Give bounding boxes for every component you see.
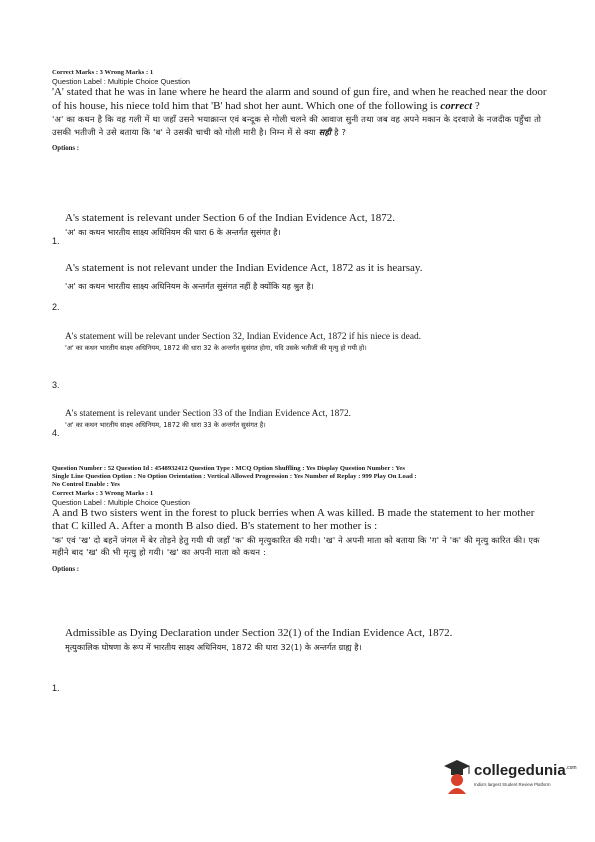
option-text-english: A's statement will be relevant under Section 32, Indian Evidence Act, 1872 if his niece is dead. (65, 332, 422, 342)
option-text-english: A's statement is relevant under Section 6 of the Indian Evidence Act, 1872. (65, 212, 396, 224)
option-text-hindi: 'अ' का कथन भारतीय साक्ष्य अधिनियम, 1872 की धारा 32 के अन्तर्गत सुसंगत होगा, यदि उसके भतीजी की मृत्यु हो गयी हो। (65, 344, 367, 352)
option-text-hindi: 'अ' का कथन भारतीय साक्ष्य अधिनियम के अन्तर्गत सुसंगत नहीं है क्योंकि यह श्रुत है। (65, 280, 314, 291)
option-number: 4. (52, 428, 60, 438)
question-meta-line: No Control Enable : Yes (52, 481, 120, 489)
option-text-hindi: 'अ' का कथन भारतीय साक्ष्य अधिनियम की धारा 6 के अन्तर्गत सुसंगत है। (65, 226, 281, 237)
option-number: 3. (52, 380, 60, 390)
option-text-hindi: 'अ' का कथन भारतीय साक्ष्य अधिनियम, 1872 की धारा 33 के अन्तर्गत सुसंगत है। (65, 421, 266, 429)
question-stem-hindi: 'क' एवं 'ख' दो बहनें जंगल में बेर तोड़ने हेतु गयी थी जहाँ 'क' की मृत्युकारित की गयी। 'ख' ने अपनी माता को बताया कि 'ग' ने 'क' की मृत्यु कारित की। एक महीने बाद 'ख' की भी मृत्यु हो गयी। 'ख' का अपनी माता को कथन : (52, 535, 540, 558)
graduate-cap-icon (442, 758, 472, 794)
option-text-english: Admissible as Dying Declaration under Section 32(1) of the Indian Evidence Act, 1872. (65, 627, 453, 639)
question-meta-line: Question Number : 52 Question Id : 4548932412 Question Type : MCQ Option Shuffling : Yes Display Question Number : Yes (52, 465, 405, 472)
option-text-hindi: मृत्युकालिक घोषणा के रूप में भारतीय साक्ष्य अधिनियम, 1872 की धारा 32(1) के अन्तर्गत ग्राह्य है। (65, 641, 362, 652)
options-header: Options : (52, 565, 80, 573)
question-block-2 (52, 465, 552, 574)
question-stem-english: 'A' stated that he was in lane where he heard the alarm and sound of gun fire, and when he reached near the door of his house, his niece told him that 'B' had shot her aunt. Which one of the following is correct ? (52, 86, 547, 112)
question-block-1 (52, 69, 552, 153)
question-stem-hindi: 'अ' का कथन है कि वह गली में था जहाँ उसने भयाक्रान्त एवं बन्दूक से गोली चलने की आवाज सुनी तथा जब वह अपने मकान के दरवाजे के नजदीक पहुँचा तो उसकी भतीजी ने उसे बताया कि 'ब' ने उसकी चाची को गोली मारी है। निम्न में से क्या सही है ? (52, 114, 542, 137)
question-label: Question Label : Multiple Choice Question (52, 497, 191, 507)
option-number: 2. (52, 302, 60, 312)
option-number: 1. (52, 236, 60, 246)
question-meta-line: Single Line Question Option : No Option Orientation : Vertical Allowed Progression : Yes Number of Replay : 999 Play On Load : (52, 473, 417, 481)
marks-line: Correct Marks : 3 Wrong Marks : 1 (52, 69, 154, 76)
logo-wordmark: collegedunia$^{.com}$ (474, 762, 577, 779)
option-number: 1. (52, 683, 60, 693)
collegedunia-logo (442, 756, 577, 804)
option-text-english: A's statement is relevant under Section 33 of the Indian Evidence Act, 1872. (65, 409, 351, 419)
question-stem-english: A and B two sisters went in the forest to pluck berries when A was killed. B made the statement to her mother that C killed A. After a month B also died. B's statement to her mother is : (52, 506, 535, 533)
options-header: Options : (52, 145, 80, 153)
logo-tagline: India's largest Student Review Platform (474, 782, 551, 787)
option-text-english: A's statement is not relevant under the Indian Evidence Act, 1872 as it is hearsay. (65, 262, 423, 274)
question-label: Question Label : Multiple Choice Question (52, 77, 191, 87)
marks-line: Correct Marks : 3 Wrong Marks : 1 (52, 489, 154, 497)
